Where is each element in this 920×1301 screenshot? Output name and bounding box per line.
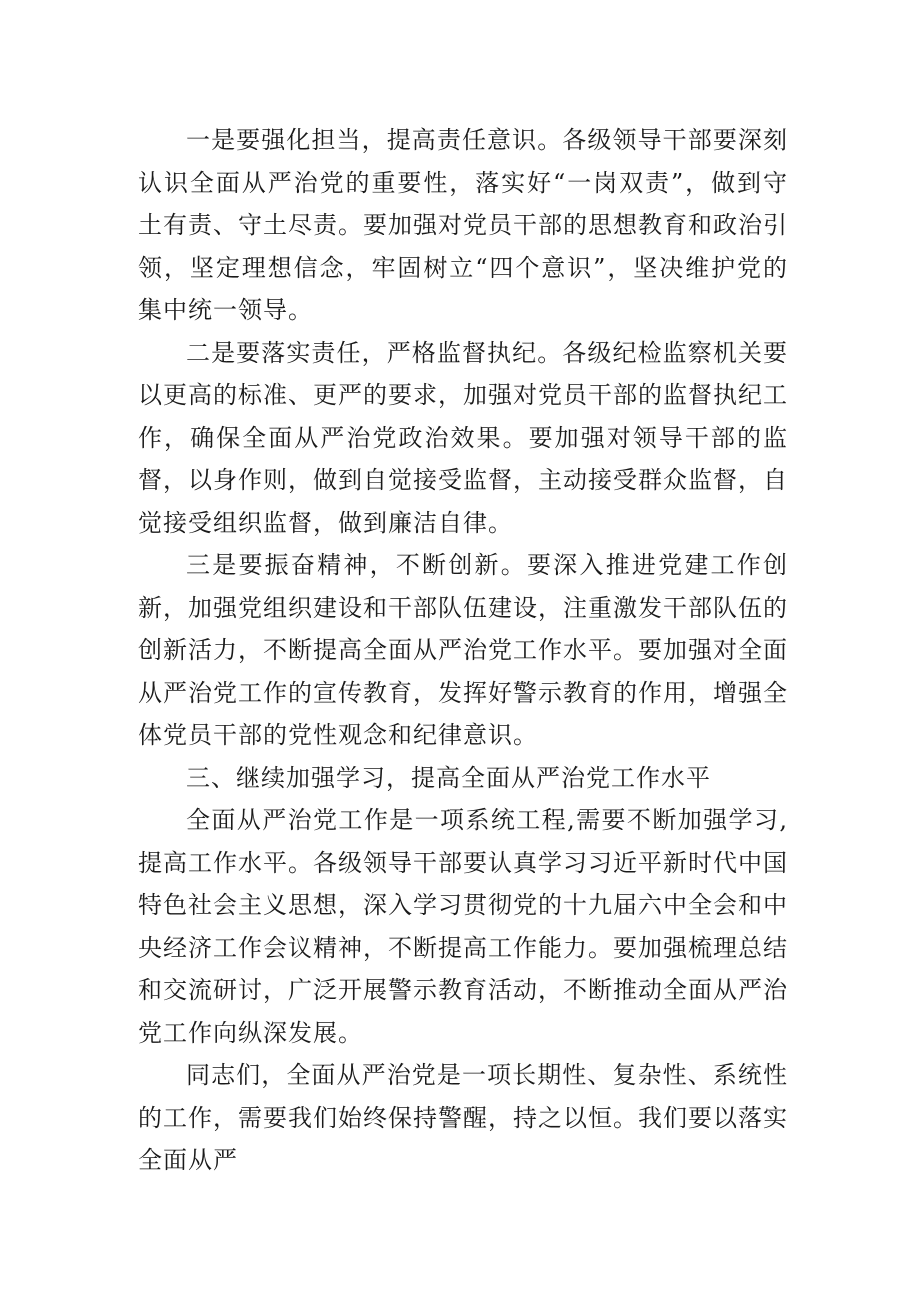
document-body bbox=[138, 119, 788, 1182]
section-heading: 三、继续加强学习，提高全面从严治党工作水平 bbox=[186, 763, 711, 792]
paragraph-innovation: 三是要振奋精神，不断创新。要深入推进党建工作创新，加强党组织建设和干部队伍建设，注重激发干部队伍的创新活力，不断提高全面从严治党工作水平。要加强对全面从严治党工作的宣传教育，发挥好警示教育的作用，增强全体党员干部的党性观念和纪律意识。 bbox=[138, 551, 788, 749]
paragraph-study: 全面从严治党工作是一项系统工程,需要不断加强学习,提高工作水平。各级领导干部要认真学习习近平新时代中国特色社会主义思想，深入学习贯彻党的十九届六中全会和中央经济工作会议精神，不断提高工作能力。要加强梳理总结和交流研讨，广泛开展警示教育活动，不断推动全面从严治党工作向纵深发展。 bbox=[138, 806, 788, 1047]
paragraph-closing: 同志们，全面从严治党是一项长期性、复杂性、系统性的工作，需要我们始终保持警醒，持之以恒。我们要以落实全面从严 bbox=[138, 1061, 788, 1174]
paragraph-strengthen-responsibility: 一是要强化担当，提高责任意识。各级领导干部要深刻认识全面从严治党的重要性，落实好“一岗双责”，做到守土有责、守土尽责。要加强对党员干部的思想教育和政治引领，坚定理想信念，牢固树立“四个意识”，坚决维护党的集中统一领导。 bbox=[138, 126, 788, 324]
paragraph-supervision-discipline: 二是要落实责任，严格监督执纪。各级纪检监察机关要以更高的标准、更严的要求，加强对党员干部的监督执纪工作，确保全面从严治党政治效果。要加强对领导干部的监督，以身作则，做到自觉接受监督，主动接受群众监督，自觉接受组织监督，做到廉洁自律。 bbox=[138, 338, 788, 537]
